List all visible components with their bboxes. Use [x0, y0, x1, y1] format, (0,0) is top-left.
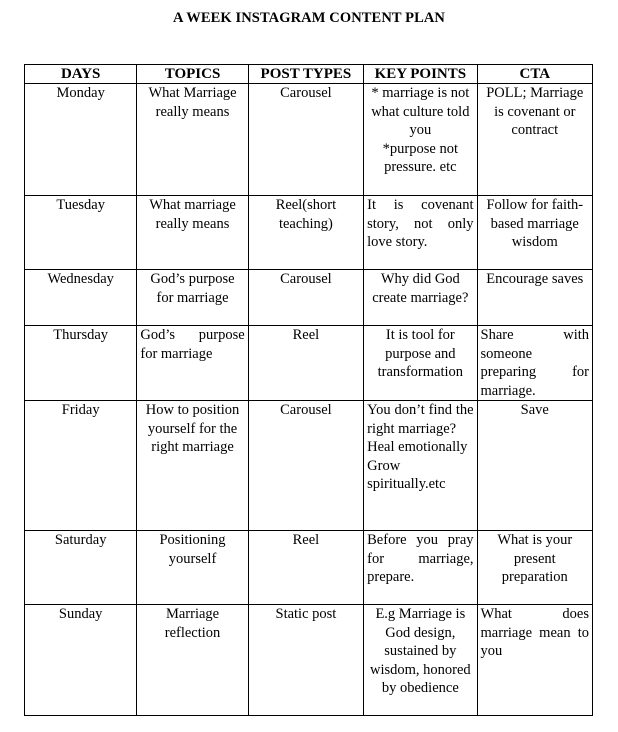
cta-cell: POLL; Marriage is covenant or contract [477, 84, 592, 196]
topic-cell: Positioning yourself [137, 531, 248, 605]
day-cell: Wednesday [25, 270, 137, 326]
table-row-thursday [25, 326, 593, 401]
topic-cell: How to position yourself for the right marriage [137, 401, 248, 531]
day-cell: Saturday [25, 531, 137, 605]
key-point: *purpose not pressure. etc [382, 140, 458, 175]
key-point: You don’t find the right marriage? [367, 402, 474, 437]
topic-cell: God’s purpose for marriage [137, 326, 248, 401]
post-type-cell: Reel [248, 531, 363, 605]
key-point: Before you pray for marriage, prepare. [367, 532, 474, 585]
post-type-cell: Carousel [248, 401, 363, 531]
content-plan-table [24, 64, 593, 716]
table-row-friday [25, 401, 593, 531]
post-type-cell: Reel(short teaching) [248, 196, 363, 270]
post-type-cell: Static post [248, 605, 363, 716]
table-row-wednesday [25, 270, 593, 326]
key-points-cell [364, 84, 477, 196]
topic-cell: What Marriage really means [137, 84, 248, 196]
key-points-cell [364, 270, 477, 326]
table-row-sunday [25, 605, 593, 716]
key-point: Heal emotionally [367, 439, 468, 455]
key-point: Grow spiritually.etc [367, 457, 446, 492]
key-points-cell [364, 196, 477, 270]
post-type-cell: Carousel [248, 84, 363, 196]
key-point: E.g Marriage is God design, sustained by wisdom, honored by obedience [369, 606, 471, 696]
key-point: It is covenant story, not only love story. [367, 197, 474, 250]
key-point: Why did God create marriage? [372, 271, 469, 306]
table-row-monday [25, 84, 593, 196]
day-cell: Tuesday [25, 196, 137, 270]
table-header-row [25, 65, 593, 84]
cta-cell: Encourage saves [477, 270, 592, 326]
key-points-cell [364, 531, 477, 605]
topic-cell: God’s purpose for marriage [137, 270, 248, 326]
header-post-types: POST TYPES [248, 65, 363, 84]
header-cta: CTA [477, 65, 592, 84]
key-point: * marriage is not what culture told you [371, 85, 470, 138]
header-days: DAYS [25, 65, 137, 84]
post-type-cell: Reel [248, 326, 363, 401]
day-cell: Thursday [25, 326, 137, 401]
key-points-cell [364, 401, 477, 531]
table-row-saturday [25, 531, 593, 605]
header-topics: TOPICS [137, 65, 248, 84]
post-type-cell: Carousel [248, 270, 363, 326]
cta-cell: What is your present preparation [477, 531, 592, 605]
day-cell: Monday [25, 84, 137, 196]
day-cell: Sunday [25, 605, 137, 716]
topic-cell: Marriage reflection [137, 605, 248, 716]
key-points-cell [364, 326, 477, 401]
cta-cell: Share with someone preparing for marriage. [477, 326, 592, 401]
header-key-points: KEY POINTS [364, 65, 477, 84]
key-point: It is tool for purpose and transformation [377, 327, 464, 380]
topic-cell: What marriage really means [137, 196, 248, 270]
cta-cell: Save [477, 401, 592, 531]
cta-cell: Follow for faith-based marriage wisdom [477, 196, 592, 270]
day-cell: Friday [25, 401, 137, 531]
cta-cell: What does marriage mean to you [477, 605, 592, 716]
key-points-cell [364, 605, 477, 716]
table-row-tuesday [25, 196, 593, 270]
page-title: A WEEK INSTAGRAM CONTENT PLAN [173, 10, 445, 26]
